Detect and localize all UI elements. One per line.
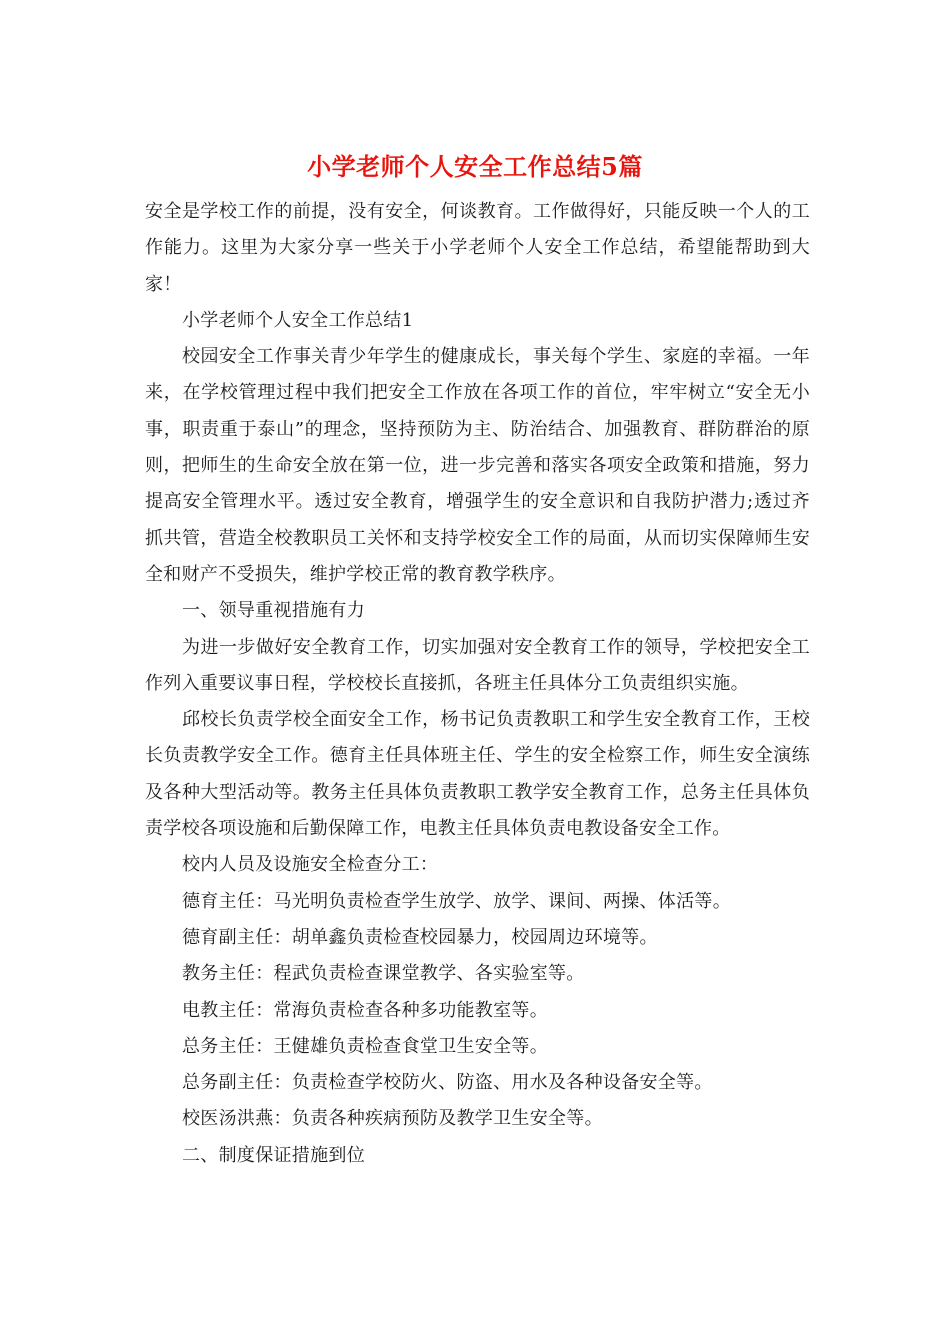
assignment-item: 教务主任：程武负责检查课堂教学、各实验室等。 bbox=[182, 963, 585, 985]
assignment-item: 总务副主任：负责检查学校防火、防盗、用水及各种设备安全等。 bbox=[182, 1072, 713, 1094]
body-paragraph: 邱校长负责学校全面安全工作，杨书记负责教职工和学生安全教育工作，王校长负责教学安全工作。德育主任具体班主任、学生的安全检察工作，师生安全演练及各种大型活动等。教务主任具体负责教职工教学安全教育工作，总务主任具体负责学校各项设施和后勤保障工作，电教主任具体负责电教设备安全工作。 bbox=[145, 709, 810, 840]
assignment-item: 校医汤洪燕：负责各种疾病预防及教学卫生安全等。 bbox=[182, 1108, 603, 1130]
document-body bbox=[145, 194, 810, 1174]
assignment-item: 电教主任：常海负责检查各种多功能教室等。 bbox=[182, 999, 548, 1021]
assignments-heading: 校内人员及设施安全检查分工： bbox=[182, 854, 439, 876]
assignment-item: 德育副主任：胡单鑫负责检查校园暴力，校园周边环境等。 bbox=[182, 926, 658, 948]
subsection-heading: 二、制度保证措施到位 bbox=[182, 1144, 365, 1166]
document-title: 小学老师个人安全工作总结5篇 bbox=[307, 152, 643, 181]
section-heading: 小学老师个人安全工作总结1 bbox=[182, 309, 414, 331]
subsection-heading: 一、领导重视措施有力 bbox=[182, 600, 365, 622]
body-paragraph: 校园安全工作事关青少年学生的健康成长，事关每个学生、家庭的幸福。一年来，在学校管理过程中我们把安全工作放在各项工作的首位，牢牢树立“安全无小事，职责重于泰山”的理念，坚持预防为主、防治结合、加强教育、群防群治的原则，把师生的生命安全放在第一位，进一步完善和落实各项安全政策和措施，努力提高安全管理水平。透过安全教育，增强学生的安全意识和自我防护潜力;透过齐抓共管，营造全校教职员工关怀和支持学校安全工作的局面，从而切实保障师生安全和财产不受损失，维护学校正常的教育教学秩序。 bbox=[145, 346, 810, 585]
assignment-item: 总务主任：王健雄负责检查食堂卫生安全等。 bbox=[182, 1035, 548, 1057]
intro-paragraph: 安全是学校工作的前提，没有安全，何谈教育。工作做得好，只能反映一个人的工作能力。这里为大家分享一些关于小学老师个人安全工作总结，希望能帮助到大家！ bbox=[145, 201, 810, 295]
body-paragraph: 为进一步做好安全教育工作，切实加强对安全教育工作的领导，学校把安全工作列入重要议事日程，学校校长直接抓，各班主任具体分工负责组织实施。 bbox=[145, 636, 810, 694]
assignment-item: 德育主任：马光明负责检查学生放学、放学、课间、两操、体活等。 bbox=[182, 890, 731, 912]
